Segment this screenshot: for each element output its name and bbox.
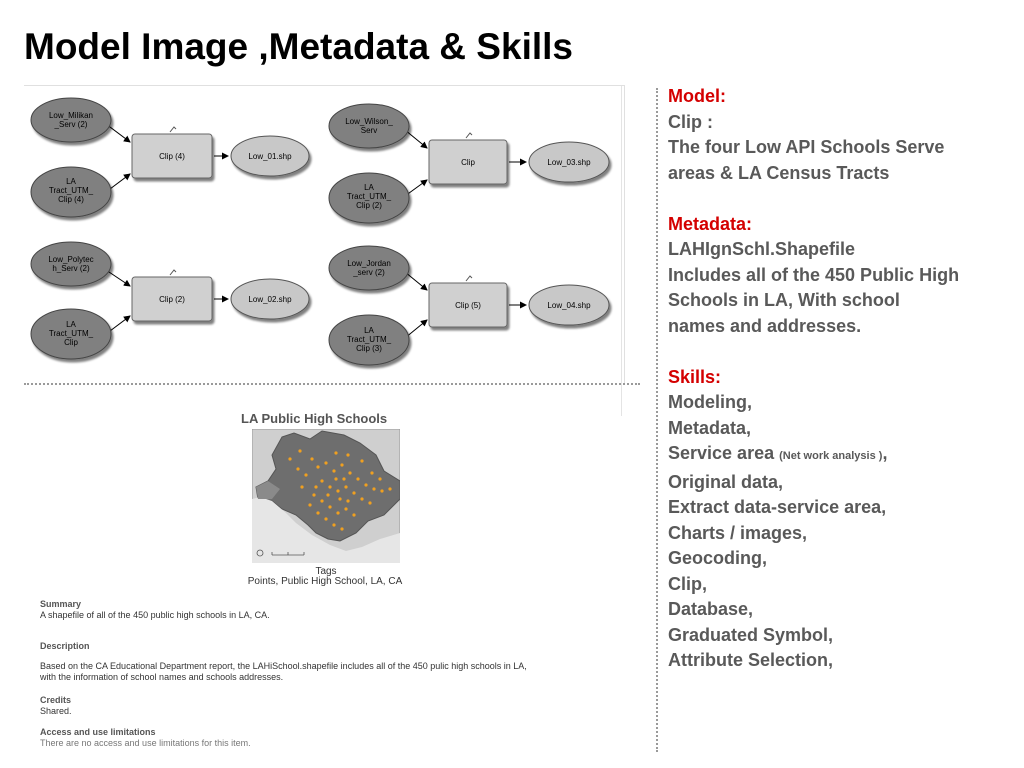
map-title: LA Public High Schools <box>241 411 388 426</box>
description-line: with the information of school names and schools addresses. <box>40 672 284 682</box>
hammer-icon <box>466 133 472 138</box>
skill-item: Clip, <box>668 573 707 594</box>
service-area-text: Service area <box>668 443 775 463</box>
service-area-comma: , <box>882 443 888 463</box>
model-group-3 <box>31 242 309 359</box>
output-label: Low_03.shp <box>547 158 591 167</box>
skill-item: Graduated Symbol, <box>668 624 834 645</box>
model-diagram <box>24 86 622 382</box>
model-line: areas & LA Census Tracts <box>668 162 890 183</box>
input-label-line: _serv (2) <box>353 268 385 277</box>
model-group-1 <box>31 98 309 217</box>
skill-item: Metadata, <box>668 417 752 438</box>
hammer-icon <box>170 270 176 275</box>
input-label-line: LA <box>66 320 76 329</box>
input-label-line: Tract_UTM_ <box>346 192 392 201</box>
model-group-4 <box>329 246 609 365</box>
access-label: Access and use limitations <box>40 727 156 737</box>
credits-text: Shared. <box>40 706 72 716</box>
access-text: There are no access and use limitations for this item. <box>40 738 251 748</box>
credits-section <box>40 695 620 717</box>
model-heading: Model: <box>668 86 726 106</box>
skill-item-service-area <box>668 441 1018 470</box>
description-label: Description <box>40 641 90 651</box>
metadata-line: Schools in LA, With school <box>668 290 900 310</box>
summary-text: A shapefile of all of the 450 public high schools in LA, CA. <box>40 610 270 620</box>
skill-item: Modeling, <box>668 392 752 412</box>
skill-item: Charts / images, <box>668 522 808 543</box>
skill-item: Original data, <box>668 471 784 492</box>
input-label-line: Tract_UTM_ <box>48 329 94 338</box>
access-section <box>40 727 620 749</box>
hammer-icon <box>466 276 472 281</box>
input-label-line: Clip (3) <box>356 344 382 353</box>
output-label: Low_01.shp <box>248 152 292 161</box>
input-label-line: Tract_UTM_ <box>48 186 94 195</box>
input-label-line: Low_Jordan <box>347 259 391 268</box>
tool-label: Clip (2) <box>159 295 185 304</box>
skill-item: Database, <box>668 599 754 619</box>
credits-label: Credits <box>40 695 72 705</box>
summary-label: Summary <box>40 599 82 609</box>
input-label-line: LA <box>66 177 76 186</box>
tool-label: Clip (5) <box>455 301 481 310</box>
tags-label: Tags <box>315 566 337 577</box>
horizontal-dotted-divider <box>24 383 640 385</box>
tags-value: Points, Public High School, LA, CA <box>247 576 403 587</box>
model-line: The four Low API Schools Serve <box>668 137 945 157</box>
service-area-note: (Net work analysis ) <box>779 450 883 462</box>
model-group-2 <box>329 104 609 223</box>
input-label-line: Low_Milikan <box>48 111 94 120</box>
skills-heading: Skills: <box>668 366 722 387</box>
input-label-line: Clip (2) <box>356 201 382 210</box>
tool-label: Clip (4) <box>159 152 185 161</box>
input-label-line: Low_Polytec <box>48 255 94 264</box>
tool-label: Clip <box>461 158 475 167</box>
input-label-line: Serv <box>360 126 378 135</box>
output-label: Low_02.shp <box>248 295 292 304</box>
input-label-line: Clip <box>64 338 78 347</box>
input-label-line: LA <box>364 326 374 335</box>
input-label-line: h_Serv (2) <box>52 264 90 273</box>
skill-item: Geocoding, <box>668 548 767 568</box>
right-text-column <box>668 84 1018 674</box>
metadata-line: LAHIgnSchl.Shapefile <box>668 239 856 259</box>
input-label-line: LA <box>364 183 374 192</box>
hammer-icon <box>170 127 176 132</box>
metadata-line: names and addresses. <box>668 315 862 336</box>
model-line: Clip : <box>668 111 713 132</box>
summary-section <box>40 599 620 621</box>
vertical-dotted-divider <box>656 88 658 752</box>
metadata-line: Includes all of the 450 Public High <box>668 264 960 285</box>
output-label: Low_04.shp <box>547 301 591 310</box>
input-label-line: Low_Wilson_ <box>345 117 393 126</box>
metadata-heading: Metadata: <box>668 213 753 234</box>
input-label-line: Clip (4) <box>58 195 84 204</box>
slide-title: Model Image ,Metadata & Skills <box>24 26 573 67</box>
skill-item: Extract data-service area, <box>668 497 887 517</box>
input-label-line: Tract_UTM_ <box>346 335 392 344</box>
description-line: Based on the CA Educational Department report, the LAHiSchool.shapefile includes all of the 450 pulic high schools in LA, <box>40 661 527 671</box>
skill-item: Attribute Selection, <box>668 650 834 670</box>
description-section <box>40 641 620 683</box>
la-map-thumbnail <box>252 429 400 563</box>
input-label-line: _Serv (2) <box>54 120 88 129</box>
